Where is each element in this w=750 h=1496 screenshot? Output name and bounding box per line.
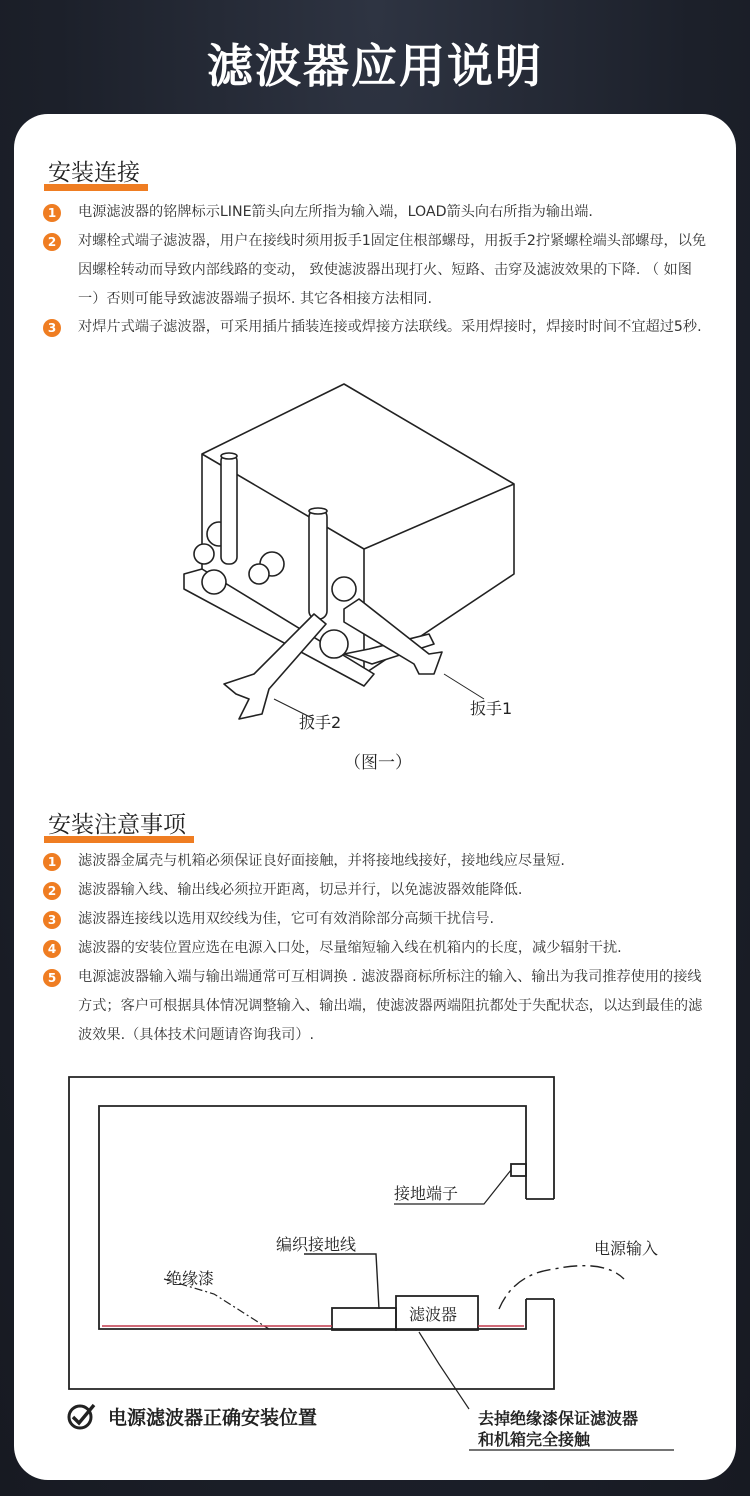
item-text: 电源滤波器的铭牌标示LINE箭头向左所指为输入端，LOAD箭头向右所指为输出端. (78, 204, 593, 220)
label-remove-paint-2: 和机箱完全接触 (478, 1430, 591, 1449)
label-correct-position: 电源滤波器正确安装位置 (108, 1407, 318, 1429)
list-item (48, 313, 708, 342)
list-item (48, 963, 708, 1050)
post-icon (221, 454, 237, 564)
chassis-diagram (14, 1064, 736, 1464)
number-badge: 2 (43, 233, 61, 251)
number-badge: 1 (43, 853, 61, 871)
number-badge: 3 (43, 319, 61, 337)
label-wrench-2: 扳手2 (299, 713, 342, 732)
number-badge: 5 (43, 969, 61, 987)
wrench-figure (14, 374, 736, 734)
page-title: 滤波器应用说明 (207, 39, 543, 93)
item-text: 滤波器金属壳与机箱必须保证良好面接触，并将接地线接好，接地线应尽量短. (78, 853, 565, 869)
number-badge: 2 (43, 882, 61, 900)
label-wrench-1: 扳手1 (470, 699, 513, 718)
item-text: 对螺栓式端子滤波器，用户在接线时须用扳手1固定住根部螺母，用扳手2拧紧螺栓端头部螺母，以免因螺栓转动而导致内部线路的变动， 致使滤波器出现打火、短路、击穿及滤波效果的下降. （ 如图一）否则可能导致滤波器端子损坏. 其它各相接方法相同. (78, 233, 707, 307)
label-braided-ground: 编织接地线 (276, 1235, 357, 1254)
label-filter: 滤波器 (409, 1305, 458, 1324)
item-text: 滤波器的安装位置应选在电源入口处，尽量缩短输入线在机箱内的长度，减少辐射干扰. (78, 940, 622, 956)
section-heading-notes: 安装注意事项 (48, 806, 186, 841)
item-text: 电源滤波器输入端与输出端通常可互相调换 . 滤波器商标所标注的输入、输出为我司推荐使用的接线方式；客户可根据具体情况调整输入、输出端，使滤波器两端阻抗都处于失配状态，以达到最佳的滤波效果.（具体技术问题请咨询我司）. (78, 969, 703, 1043)
list-item (48, 847, 708, 876)
list-item (48, 198, 708, 227)
item-text: 滤波器连接线以选用双绞线为佳，它可有效消除部分高频干扰信号. (78, 911, 494, 927)
item-text: 对焊片式端子滤波器，可采用插片插装连接或焊接方法联线。采用焊接时，焊接时时间不宜超过5秒. (78, 319, 702, 335)
number-badge: 3 (43, 911, 61, 929)
section-heading-installation: 安装连接 (48, 154, 140, 189)
number-badge: 1 (43, 204, 61, 222)
chassis-outer (69, 1077, 554, 1389)
list-item (48, 934, 708, 963)
list-item (48, 876, 708, 905)
label-ground-terminal: 接地端子 (394, 1184, 459, 1203)
figure-caption: （图一） (344, 753, 412, 773)
number-badge: 4 (43, 940, 61, 958)
content-card (14, 114, 736, 1480)
label-remove-paint-1: 去掉绝缘漆保证滤波器 (478, 1409, 639, 1428)
list-item (48, 905, 708, 934)
ground-terminal-icon (511, 1164, 526, 1176)
check-circle-icon (69, 1405, 94, 1428)
item-text: 滤波器输入线、输出线必须拉开距离，切忌并行，以免滤波器效能降低. (78, 882, 523, 898)
list-item (48, 227, 708, 314)
label-insulating-paint: 绝缘漆 (166, 1269, 215, 1288)
label-power-input: 电源输入 (594, 1239, 659, 1258)
